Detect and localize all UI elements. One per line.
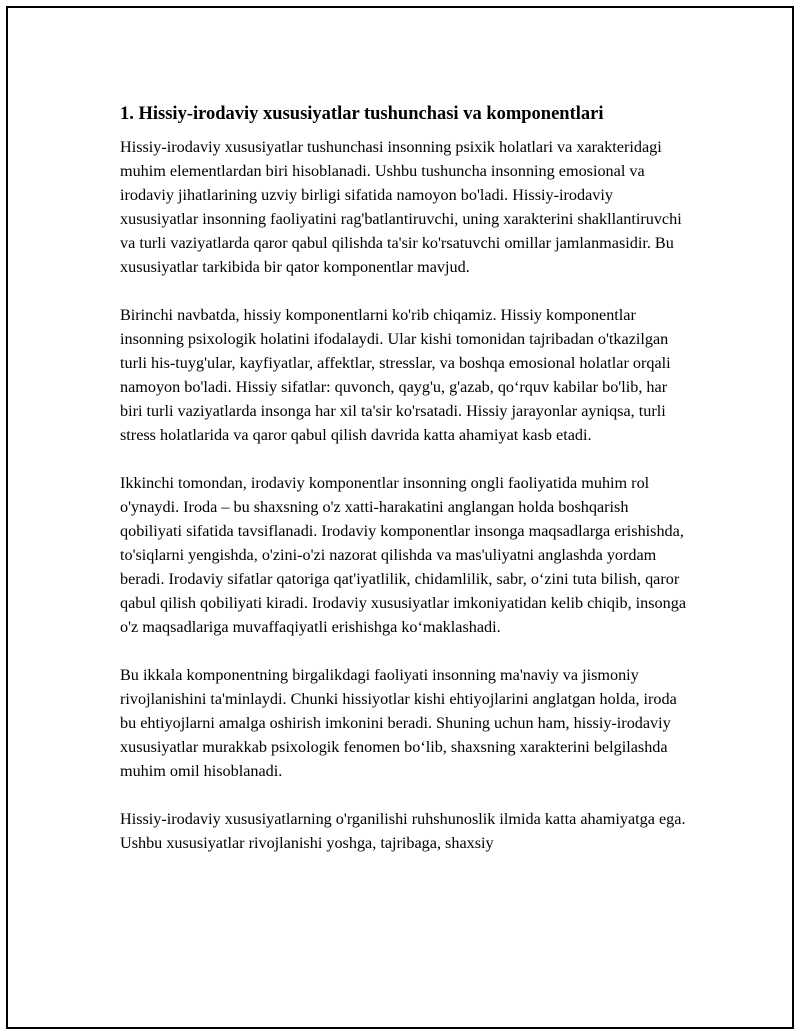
section-heading: 1. Hissiy-irodaviy xususiyatlar tushunchasi va komponentlari: [120, 104, 604, 124]
document-body: [120, 102, 692, 879]
page-frame: [6, 6, 794, 1029]
paragraph-5: Hissiy-irodaviy xususiyatlarning o'rganilishi ruhshunoslik ilmida katta ahamiyatga ega. Ushbu xususiyatlar rivojlanishi yoshga, tajribaga, shaxsiy: [120, 810, 686, 852]
paragraph-4: Bu ikkala komponentning birgalikdagi faoliyati insonning ma'naviy va jismoniy rivojlanishini ta'minlaydi. Chunki hissiyotlar kishi ehtiyojlarini anglatgan holda, iroda bu ehtiyojlarni amalga oshirish imkonini beradi. Shuning uchun ham, hissiy-irodaviy xususiyatlar murakkab psixologik fenomen bo‘lib, shaxsning xarakterini belgilashda muhim omil hisoblanadi.: [120, 666, 677, 780]
paragraph-2: Birinchi navbatda, hissiy komponentlarni ko'rib chiqamiz. Hissiy komponentlar insonning psixologik holatini ifodalaydi. Ular kishi tomonidan tajribadan o'tkazilgan turli his-tuyg'ular, kayfiyatlar, affektlar, stresslar, va boshqa emosional holatlar orqali namoyon bo'ladi. Hissiy sifatlar: quvonch, qayg'u, g'azab, qo‘rquv kabilar bo'lib, har biri turli vaziyatlarda insonga har xil ta'sir ko'rsatadi. Hissiy jarayonlar ayniqsa, turli stress holatlarida va qaror qabul qilish davrida katta ahamiyat kasb etadi.: [120, 306, 671, 444]
paragraph-1: Hissiy-irodaviy xususiyatlar tushunchasi insonning psixik holatlari va xarakteridagi muhim elementlardan biri hisoblanadi. Ushbu tushuncha insonning emosional va irodaviy jihatlarining uzviy birligi sifatida namoyon bo'ladi. Hissiy-irodaviy xususiyatlar insonning faoliyatini rag'batlantiruvchi, uning xarakterini shakllantiruvchi va turli vaziyatlarda qaror qabul qilishda ta'sir ko'rsatuvchi omillar jamlanmasidir. Bu xususiyatlar tarkibida bir qator komponentlar mavjud.: [120, 138, 682, 276]
paragraph-3: Ikkinchi tomondan, irodaviy komponentlar insonning ongli faoliyatida muhim rol o'ynaydi. Iroda – bu shaxsning o'z xatti-harakatini anglangan holda boshqarish qobiliyati sifatida tavsiflanadi. Irodaviy komponentlar insonga maqsadlarga erishishda, to'siqlarni yengishda, o'zini-o'zi nazorat qilishda va mas'uliyatni anglashda yordam beradi. Irodaviy sifatlar qatoriga qat'iyatlilik, chidamlilik, sabr, o‘zini tuta bilish, qaror qabul qilish qobiliyati kiradi. Irodaviy xususiyatlar imkoniyatidan kelib chiqib, insonga o'z maqsadlariga muvaffaqiyatli erishishga ko‘maklashadi.: [120, 474, 687, 636]
